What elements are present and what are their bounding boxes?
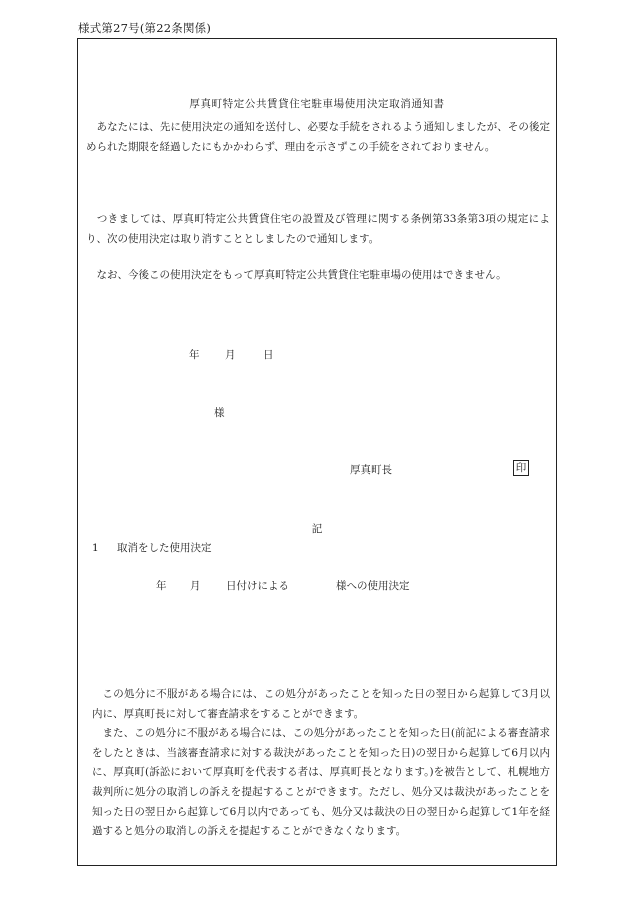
decision-month-label: 月 bbox=[190, 580, 201, 592]
body-paragraph-2-text: つきましては、厚真町特定公共賃貸住宅の設置及び管理に関する条例第33条第3項の規定により、次の使用決定は取り消すこととしましたので通知します。 bbox=[86, 213, 551, 245]
date-year-label: 年 bbox=[189, 349, 200, 361]
ki-heading: 記 bbox=[311, 523, 323, 535]
item-heading bbox=[92, 540, 212, 555]
decision-year-label: 年 bbox=[156, 580, 167, 592]
body-paragraph-1-text: あなたには、先に使用決定の通知を送付し、必要な手続をされるよう通知しましたが、その後定められた期限を経過したにもかかわらず、理由を示さずこの手続をされておりません。 bbox=[86, 121, 550, 153]
seal-mark: 印 bbox=[513, 460, 529, 476]
date-month-label: 月 bbox=[225, 349, 236, 361]
body-paragraph-3-text: なお、今後この使用決定をもって厚真町特定公共賃貸住宅駐車場の使用はできません。 bbox=[96, 269, 507, 281]
body-paragraph-3 bbox=[86, 265, 550, 285]
addressee-suffix: 様 bbox=[214, 407, 225, 419]
issuer-name: 厚真町長 bbox=[350, 464, 392, 476]
appeal-note-2: また、この処分に不服がある場合には、この処分があったことを知った日(前記による審査請求をしたときは、当該審査請求に対する裁決があったことを知った日)の翌日から起算して6月以内に、厚真町(訴訟において厚真町を代表する者は、厚真町長となります。)を被告として、札幌地方裁判所に処分の取消しの訴えを提起することができます。ただし、処分又は裁決があったことを知った日の翌日から起算して6月以内であっても、処分又は裁決の日の翌日から起算して1年を経過すると処分の取消しの訴えを提起することができなくなります。 bbox=[92, 727, 550, 838]
body-paragraph-1 bbox=[86, 117, 550, 157]
decision-suffix: 様への使用決定 bbox=[336, 580, 410, 592]
decision-line bbox=[156, 578, 410, 593]
date-day-label: 日 bbox=[263, 349, 274, 361]
notice-date bbox=[189, 347, 274, 362]
document-title: 厚真町特定公共賃貸住宅駐車場使用決定取消通知書 bbox=[189, 98, 445, 110]
appeal-notes bbox=[92, 685, 550, 842]
form-number: 様式第27号(第22条関係) bbox=[78, 21, 212, 35]
appeal-note-1: この処分に不服がある場合には、この処分があったことを知った日の翌日から起算して3月以内に、厚真町長に対して審査請求をすることができます。 bbox=[92, 688, 550, 720]
decision-day-suffix: 日付けによる bbox=[226, 580, 289, 592]
document-frame bbox=[77, 38, 557, 866]
item-number: 1 bbox=[92, 542, 99, 554]
item-label: 取消をした使用決定 bbox=[117, 542, 212, 554]
body-paragraph-2 bbox=[86, 209, 550, 249]
